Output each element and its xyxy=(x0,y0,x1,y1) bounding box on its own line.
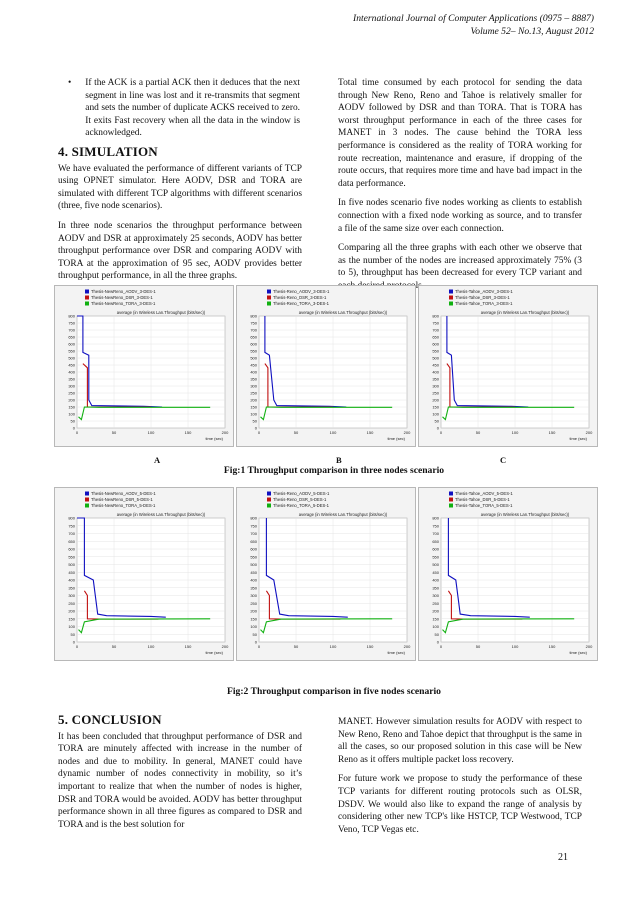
y-tick-label: 0 xyxy=(436,639,439,645)
legend-label: Thesis-NewReno_TORA_5-DES-1 xyxy=(91,503,156,508)
legend-swatch xyxy=(449,504,453,508)
y-tick-label: 800 xyxy=(68,313,75,319)
y-tick-label: 350 xyxy=(432,376,439,382)
y-tick-label: 800 xyxy=(432,313,439,319)
y-tick-label: 0 xyxy=(436,425,439,431)
y-tick-label: 50 xyxy=(434,631,439,637)
y-tick-label: 700 xyxy=(250,531,257,536)
y-tick-label: 150 xyxy=(432,616,439,622)
y-tick-label: 0 xyxy=(72,639,75,645)
legend-swatch xyxy=(85,290,89,294)
legend-swatch xyxy=(267,504,271,508)
left-column-top xyxy=(58,77,302,290)
legend-swatch xyxy=(449,302,453,306)
left-column-bottom xyxy=(58,712,302,838)
y-tick-label: 400 xyxy=(68,577,75,583)
y-tick-label: 400 xyxy=(250,369,257,375)
y-tick-label: 250 xyxy=(68,390,75,396)
legend-label: Thesis-NewReno_DSR_5-DES-1 xyxy=(91,497,153,502)
legend-swatch xyxy=(85,492,89,496)
journal-volume: Volume 52– No.13, August 2012 xyxy=(470,26,594,37)
x-axis-label: time (sec) xyxy=(205,650,223,655)
figure-2 xyxy=(54,487,614,697)
section-heading-conclusion: 5. CONCLUSION xyxy=(58,712,162,727)
y-tick-label: 500 xyxy=(68,562,75,567)
x-tick-label: 50 xyxy=(475,430,481,435)
journal-header xyxy=(353,12,594,38)
y-tick-label: 350 xyxy=(68,376,75,382)
chart-title: average (in Wireless Lan.Throughput (bits/sec)) xyxy=(116,310,206,315)
y-tick-label: 450 xyxy=(250,569,257,575)
y-tick-label: 600 xyxy=(68,546,75,552)
y-tick-label: 750 xyxy=(432,523,439,529)
y-tick-label: 450 xyxy=(432,569,439,575)
legend-swatch xyxy=(85,302,89,306)
legend-label: Thesis-NewReno_AODV_3-DES-1 xyxy=(91,289,156,294)
bullet-item xyxy=(68,77,302,140)
y-tick-label: 50 xyxy=(252,631,257,637)
y-tick-label: 800 xyxy=(250,515,257,521)
legend-label: Thesis-Reno_AODV_3-DES-1 xyxy=(273,289,330,294)
conclusion-paragraph-right-2: For future work we propose to study the performance of these TCP variants for different routing protocols such as OLSR, DSDV. We would also like to expand the range of analysis by considering other new TCP's like HSTCP, TCP Westwood, TCP Veno, TCP Vegas etc. xyxy=(338,774,582,835)
x-axis-label: time (sec) xyxy=(205,436,223,441)
y-tick-label: 400 xyxy=(432,369,439,375)
y-tick-label: 750 xyxy=(432,320,439,326)
right-column-bottom xyxy=(338,716,582,843)
right-paragraph-1: Total time consumed by each protocol for sending the data through New Reno, Reno and Tahoe is relatively smaller for AODV followed by DSR and than TORA. That is TORA has worst throughput performance in each of the three cases for MANET in 3 nodes. The cause behind the TORA less performance is considered as the reality of TORA working for route recreation, maintenance and erasure, if dropping of the route occurs, that requires more time and have bad impact in the data performance. xyxy=(338,78,582,189)
y-tick-label: 650 xyxy=(68,538,75,544)
x-tick-label: 0 xyxy=(257,644,261,649)
fig2-panel-a xyxy=(54,487,234,661)
chart-title: average (in Wireless Lan.Throughput (bits/sec)) xyxy=(116,512,206,517)
y-tick-label: 600 xyxy=(432,341,439,347)
legend-label: Thesis-NewReno_AODV_5-DES-1 xyxy=(91,491,156,496)
y-tick-label: 400 xyxy=(250,577,257,583)
section-heading-simulation: 4. SIMULATION xyxy=(58,143,158,159)
x-tick-label: 50 xyxy=(111,644,117,649)
y-tick-label: 800 xyxy=(250,313,257,319)
legend-swatch xyxy=(267,492,271,496)
fig1-caption: Fig:1 Throughput comparison in three nodes scenario xyxy=(223,465,445,476)
y-tick-label: 250 xyxy=(250,390,257,396)
x-tick-label: 50 xyxy=(475,644,481,649)
x-axis-label: time (sec) xyxy=(569,650,587,655)
y-tick-label: 0 xyxy=(254,639,257,645)
figure-1 xyxy=(54,285,614,480)
x-axis-label: time (sec) xyxy=(387,436,405,441)
conclusion-paragraph-left: It has been concluded that throughput performance of DSR and TORA are minutely affected with increase in the number of nodes and due to mobility. In general, MANET could have dynamic number of nodes connectivity in mobility, so it’s important to realize that when the number of nodes is higher, DSR and TORA would be avoided. AODV has better throughput performance shown in all three figures as compared to DSR and TORA and is the best solution for xyxy=(58,731,302,830)
y-tick-label: 250 xyxy=(432,390,439,396)
x-tick-label: 0 xyxy=(75,430,79,435)
x-tick-label: 200 xyxy=(585,430,593,435)
y-tick-label: 200 xyxy=(68,397,75,403)
y-tick-label: 300 xyxy=(68,383,75,389)
legend-swatch xyxy=(267,290,271,294)
y-tick-label: 350 xyxy=(250,585,257,591)
legend-swatch xyxy=(449,492,453,496)
y-tick-label: 50 xyxy=(70,631,75,637)
legend-label: Thesis-NewReno_TORA_3-DES-1 xyxy=(91,301,156,306)
legend-label: Thesis-Reno_DSR_3-DES-1 xyxy=(273,295,327,300)
y-tick-label: 800 xyxy=(432,515,439,521)
fig1-chart-b xyxy=(237,286,415,446)
x-tick-label: 150 xyxy=(366,430,374,435)
bullet-icon: • xyxy=(68,78,72,88)
y-tick-label: 250 xyxy=(432,600,439,606)
y-tick-label: 700 xyxy=(68,327,75,333)
y-tick-label: 200 xyxy=(432,397,439,403)
legend-swatch xyxy=(449,290,453,294)
y-tick-label: 350 xyxy=(250,376,257,382)
y-tick-label: 100 xyxy=(250,411,257,417)
y-tick-label: 650 xyxy=(432,334,439,340)
y-tick-label: 100 xyxy=(432,624,439,629)
x-tick-label: 100 xyxy=(147,430,155,435)
right-paragraph-2: In five nodes scenario five nodes working as clients to establish connection with a fixed node working as source, and to transfer a file of the same size over each connection. xyxy=(338,198,582,234)
x-tick-label: 150 xyxy=(184,430,192,435)
y-tick-label: 150 xyxy=(250,404,257,410)
y-tick-label: 400 xyxy=(68,369,75,375)
chart-title: average (in Wireless Lan.Throughput (bits/sec)) xyxy=(480,310,570,315)
y-tick-label: 650 xyxy=(250,538,257,544)
y-tick-label: 750 xyxy=(68,523,75,529)
fig2-chart-a xyxy=(55,488,233,660)
y-tick-label: 550 xyxy=(432,554,439,560)
y-tick-label: 650 xyxy=(68,334,75,340)
legend-swatch xyxy=(85,296,89,300)
y-tick-label: 500 xyxy=(68,355,75,361)
legend-label: Thesis-NewReno_DSR_3-DES-1 xyxy=(91,295,153,300)
x-tick-label: 200 xyxy=(221,430,229,435)
legend-swatch xyxy=(267,296,271,300)
y-tick-label: 600 xyxy=(250,546,257,552)
x-tick-label: 0 xyxy=(257,430,261,435)
legend-label: Thesis-Tahoe_TORA_3-DES-1 xyxy=(455,301,513,306)
chart-title: average (in Wireless Lan.Throughput (bits/sec)) xyxy=(298,512,388,517)
fig1-panel-a xyxy=(54,285,234,447)
legend-swatch xyxy=(85,504,89,508)
y-tick-label: 700 xyxy=(68,531,75,536)
legend-swatch xyxy=(267,498,271,502)
x-tick-label: 200 xyxy=(403,430,411,435)
fig1-chart-c xyxy=(419,286,597,446)
fig1-label-b: B xyxy=(336,455,342,465)
y-tick-label: 350 xyxy=(68,585,75,591)
chart-title: average (in Wireless Lan.Throughput (bits/sec)) xyxy=(298,310,388,315)
y-tick-label: 650 xyxy=(250,334,257,340)
x-tick-label: 50 xyxy=(111,430,117,435)
y-tick-label: 600 xyxy=(68,341,75,347)
y-tick-label: 500 xyxy=(250,562,257,567)
x-tick-label: 50 xyxy=(293,644,299,649)
x-tick-label: 0 xyxy=(75,644,79,649)
y-tick-label: 300 xyxy=(250,593,257,598)
y-tick-label: 300 xyxy=(250,383,257,389)
y-tick-label: 100 xyxy=(432,411,439,417)
y-tick-label: 600 xyxy=(250,341,257,347)
y-tick-label: 750 xyxy=(250,320,257,326)
y-tick-label: 150 xyxy=(68,404,75,410)
y-tick-label: 150 xyxy=(250,616,257,622)
y-tick-label: 650 xyxy=(432,538,439,544)
y-tick-label: 0 xyxy=(72,425,75,431)
fig2-caption: Fig:2 Throughput comparison in five nodes scenario xyxy=(227,686,441,697)
y-tick-label: 450 xyxy=(250,362,257,368)
simulation-paragraph-2: In three node scenarios the throughput performance between AODV and DSR at approximately 25 seconds, AODV has better throughput performance over DSR and comparing AODV with TORA at the approximation of 95 sec, AODV provides better throughput performance, in all the three graphs. xyxy=(58,220,302,282)
x-tick-label: 200 xyxy=(221,644,229,649)
conclusion-paragraph-right-1: MANET. However simulation results for AODV with respect to New Reno, Reno and Tahoe depict that throughput is the same in all the cases, so our proposed solution in this case will be New Reno as it offers multiple packet loss recovery. xyxy=(338,717,582,765)
legend-label: Thesis-Tahoe_AODV_5-DES-1 xyxy=(455,491,513,496)
fig2-chart-b xyxy=(237,488,415,660)
fig1-chart-a xyxy=(55,286,233,446)
fig2-chart-c xyxy=(419,488,597,660)
fig1-panel-c xyxy=(418,285,598,447)
y-tick-label: 250 xyxy=(250,600,257,606)
x-tick-label: 50 xyxy=(293,430,299,435)
x-tick-label: 100 xyxy=(511,644,519,649)
legend-swatch xyxy=(449,498,453,502)
y-tick-label: 300 xyxy=(432,383,439,389)
x-tick-label: 150 xyxy=(184,644,192,649)
x-tick-label: 100 xyxy=(511,430,519,435)
x-tick-label: 0 xyxy=(439,644,443,649)
legend-label: Thesis-Reno_TORA_3-DES-1 xyxy=(273,301,330,306)
y-tick-label: 50 xyxy=(70,418,75,424)
simulation-paragraph-1: We have evaluated the performance of different variants of TCP using OPNET simulator. Here AODV, DSR and TORA are simulated with different TCP algorithms with different scenarios (three, five node scenarios). xyxy=(58,163,302,212)
x-tick-label: 150 xyxy=(548,644,556,649)
y-tick-label: 750 xyxy=(68,320,75,326)
legend-swatch xyxy=(267,302,271,306)
legend-label: Thesis-Tahoe_DSR_3-DES-1 xyxy=(455,295,510,300)
right-column-top xyxy=(338,77,582,300)
y-tick-label: 150 xyxy=(68,616,75,622)
x-tick-label: 150 xyxy=(366,644,374,649)
y-tick-label: 50 xyxy=(434,418,439,424)
fig1-panel-b xyxy=(236,285,416,447)
y-tick-label: 200 xyxy=(432,608,439,614)
legend-swatch xyxy=(85,498,89,502)
legend-label: Thesis-Tahoe_TORA_5-DES-1 xyxy=(455,503,513,508)
x-tick-label: 0 xyxy=(439,430,443,435)
x-axis-label: time (sec) xyxy=(569,436,587,441)
y-tick-label: 0 xyxy=(254,425,257,431)
y-tick-label: 600 xyxy=(432,546,439,552)
y-tick-label: 450 xyxy=(68,362,75,368)
page-number: 21 xyxy=(558,852,568,863)
y-tick-label: 100 xyxy=(68,411,75,417)
fig1-label-a: A xyxy=(154,455,161,465)
y-tick-label: 500 xyxy=(432,355,439,361)
y-tick-label: 550 xyxy=(250,348,257,354)
y-tick-label: 50 xyxy=(252,418,257,424)
fig2-panel-c xyxy=(418,487,598,661)
y-tick-label: 500 xyxy=(250,355,257,361)
y-tick-label: 750 xyxy=(250,523,257,529)
y-tick-label: 550 xyxy=(68,348,75,354)
legend-swatch xyxy=(449,296,453,300)
right-paragraph-3: Comparing all the three graphs with each other we observe that as the number of the nodes are increased approximately 75% (3 to 5), throughput has been decreased for every TCP variant and xyxy=(338,243,582,279)
y-tick-label: 450 xyxy=(68,569,75,575)
y-tick-label: 700 xyxy=(432,531,439,536)
y-tick-label: 300 xyxy=(432,593,439,598)
y-tick-label: 550 xyxy=(68,554,75,560)
x-tick-label: 200 xyxy=(585,644,593,649)
x-tick-label: 100 xyxy=(329,644,337,649)
y-tick-label: 700 xyxy=(432,327,439,333)
legend-label: Thesis-Tahoe_DSR_5-DES-1 xyxy=(455,497,510,502)
legend-label: Thesis-Tahoe_AODV_3-DES-1 xyxy=(455,289,513,294)
x-axis-label: time (sec) xyxy=(387,650,405,655)
y-tick-label: 100 xyxy=(250,624,257,629)
y-tick-label: 500 xyxy=(432,562,439,567)
y-tick-label: 450 xyxy=(432,362,439,368)
y-tick-label: 250 xyxy=(68,600,75,606)
bullet-text: If the ACK is a partial ACK then it deduces that the next segment in line was lost and it re-transmits that segment and sets the number of duplicate ACKS received to zero. It exits Fast recovery when all the data in the window is acknowledged. xyxy=(85,78,300,139)
y-tick-label: 200 xyxy=(68,608,75,614)
y-tick-label: 550 xyxy=(432,348,439,354)
y-tick-label: 300 xyxy=(68,593,75,598)
x-tick-label: 100 xyxy=(329,430,337,435)
y-tick-label: 150 xyxy=(432,404,439,410)
y-tick-label: 550 xyxy=(250,554,257,560)
y-tick-label: 400 xyxy=(432,577,439,583)
fig1-label-c: C xyxy=(500,455,507,465)
y-tick-label: 200 xyxy=(250,397,257,403)
x-tick-label: 150 xyxy=(548,430,556,435)
y-tick-label: 700 xyxy=(250,327,257,333)
journal-title: International Journal of Computer Applications (0975 – 8887) xyxy=(353,13,594,24)
x-tick-label: 100 xyxy=(147,644,155,649)
y-tick-label: 100 xyxy=(68,624,75,629)
legend-label: Thesis-Reno_AODV_5-DES-1 xyxy=(273,491,330,496)
legend-label: Thesis-Reno_TORA_5-DES-1 xyxy=(273,503,330,508)
legend-label: Thesis-Reno_DSR_5-DES-1 xyxy=(273,497,327,502)
fig2-panel-b xyxy=(236,487,416,661)
y-tick-label: 350 xyxy=(432,585,439,591)
chart-title: average (in Wireless Lan.Throughput (bits/sec)) xyxy=(480,512,570,517)
y-tick-label: 800 xyxy=(68,515,75,521)
x-tick-label: 200 xyxy=(403,644,411,649)
y-tick-label: 200 xyxy=(250,608,257,614)
